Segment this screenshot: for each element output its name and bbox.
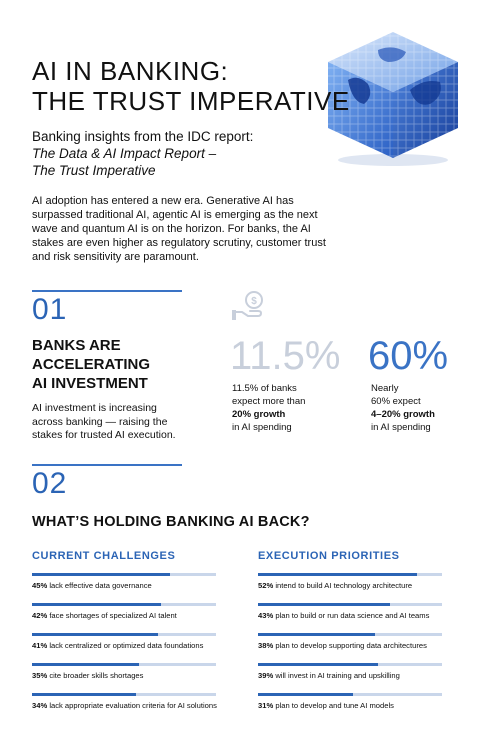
- stat-b-line-4: in AI spending: [371, 422, 431, 433]
- stat-b-line-3: 4–20% growth: [371, 409, 435, 420]
- stat-b-description: [371, 382, 435, 434]
- challenge-row: [32, 633, 216, 651]
- priority-text: will invest in AI training and upskilling: [273, 671, 400, 680]
- priority-bar-fill: [258, 663, 378, 666]
- stat-a-line-1: 11.5% of banks: [232, 383, 297, 394]
- priority-row: [258, 663, 442, 681]
- priority-text: plan to build or run data science and AI teams: [273, 611, 430, 620]
- stat-a-description: [232, 382, 305, 434]
- challenge-label: [32, 581, 216, 591]
- challenge-label: [32, 701, 216, 711]
- section2-number: 02: [32, 467, 68, 500]
- challenge-label: [32, 641, 216, 651]
- priority-label: [258, 611, 442, 621]
- priorities-title: EXECUTION PRIORITIES: [258, 550, 400, 562]
- challenge-pct: 41%: [32, 641, 48, 650]
- section1-heading-line-2: ACCELERATING: [32, 356, 151, 373]
- challenge-bar-fill: [32, 633, 158, 636]
- title-line-2: THE TRUST IMPERATIVE: [32, 86, 350, 116]
- subtitle-line-3: The Trust Imperative: [32, 163, 156, 178]
- section1-body-line-1: AI investment is increasing: [32, 402, 157, 414]
- challenge-text: lack appropriate evaluation criteria for AI solutions: [47, 701, 217, 710]
- title-line-1: AI IN BANKING:: [32, 56, 229, 86]
- subtitle-line-1: Banking insights from the IDC report:: [32, 129, 254, 144]
- priority-row: [258, 603, 442, 621]
- challenge-label: [32, 611, 216, 621]
- priority-row: [258, 573, 442, 591]
- challenge-text: lack effective data governance: [47, 581, 152, 590]
- challenge-bar-track: [32, 633, 216, 636]
- priority-row: [258, 633, 442, 651]
- section1-heading: [32, 336, 150, 393]
- challenge-bar-fill: [32, 573, 170, 576]
- challenge-bar-fill: [32, 663, 139, 666]
- svg-text:$: $: [251, 296, 257, 307]
- challenge-pct: 45%: [32, 581, 48, 590]
- section1-body-line-2: across banking — raising the: [32, 415, 168, 428]
- challenge-bar-track: [32, 573, 216, 576]
- priority-row: [258, 693, 442, 711]
- challenge-label: [32, 671, 216, 681]
- priority-bar-fill: [258, 603, 390, 606]
- priority-bar-track: [258, 693, 442, 696]
- challenge-pct: 34%: [32, 701, 48, 710]
- challenges-title: CURRENT CHALLENGES: [32, 550, 176, 562]
- priority-pct: 38%: [258, 641, 274, 650]
- priority-bar-fill: [258, 633, 375, 636]
- page-title: [32, 56, 350, 116]
- stat-a-value: 11.5%: [230, 334, 341, 378]
- intro-paragraph: AI adoption has entered a new era. Generative AI has surpassed traditional AI, agentic AI is emerging as the next wave and quantum AI is on the horizon. For banks, the AI stakes are even higher as regulatory scrutiny, customer trust and risk sensitivity are paramount.: [32, 195, 326, 263]
- priority-text: plan to develop and tune AI models: [273, 701, 394, 710]
- stat-a-line-3: 20% growth: [232, 409, 286, 420]
- subtitle: [32, 128, 253, 179]
- subtitle-line-2: The Data & AI Impact Report –: [32, 146, 217, 161]
- section1-body: [32, 402, 176, 443]
- challenge-bar-fill: [32, 693, 136, 696]
- priority-bar-track: [258, 663, 442, 666]
- challenge-bar-track: [32, 663, 216, 666]
- challenge-pct: 35%: [32, 671, 48, 680]
- priority-pct: 52%: [258, 581, 274, 590]
- challenge-row: [32, 573, 216, 591]
- challenge-text: lack centralized or optimized data foundations: [47, 641, 204, 650]
- section2-heading: WHAT’S HOLDING BANKING AI BACK?: [32, 514, 310, 530]
- challenge-row: [32, 693, 216, 711]
- stat-a-line-4: in AI spending: [232, 422, 292, 433]
- priority-label: [258, 701, 442, 711]
- priority-bar-track: [258, 603, 442, 606]
- priority-label: [258, 641, 442, 651]
- section2-divider: [32, 464, 182, 466]
- priority-bar-track: [258, 573, 442, 576]
- challenge-bar-fill: [32, 603, 161, 606]
- section1-divider: [32, 290, 182, 292]
- priority-pct: 31%: [258, 701, 274, 710]
- section1-number: 01: [32, 293, 68, 326]
- priority-pct: 43%: [258, 611, 274, 620]
- challenge-row: [32, 603, 216, 621]
- priority-bar-track: [258, 633, 442, 636]
- priority-pct: 39%: [258, 671, 274, 680]
- challenge-row: [32, 663, 216, 681]
- priority-label: [258, 671, 442, 681]
- priority-label: [258, 581, 442, 591]
- section1-heading-line-3: AI INVESTMENT: [32, 375, 148, 392]
- challenge-bar-track: [32, 693, 216, 696]
- challenge-text: face shortages of specialized AI talent: [47, 611, 177, 620]
- stat-b-line-2: 60% expect: [371, 396, 421, 407]
- priority-bar-fill: [258, 573, 417, 576]
- challenge-bar-track: [32, 603, 216, 606]
- priority-text: intend to build AI technology architecture: [273, 581, 413, 590]
- priority-text: plan to develop supporting data architectures: [273, 641, 427, 650]
- stat-a-line-2: expect more than: [232, 396, 306, 407]
- bank-money-icon: [232, 290, 266, 322]
- stat-b-value: 60%: [368, 334, 449, 378]
- section1-body-line-3: stakes for trusted AI execution.: [32, 429, 176, 441]
- challenge-text: cite broader skills shortages: [47, 671, 144, 680]
- stat-b-line-1: Nearly: [371, 383, 399, 394]
- challenge-pct: 42%: [32, 611, 48, 620]
- priority-bar-fill: [258, 693, 353, 696]
- section1-heading-line-1: BANKS ARE: [32, 337, 121, 354]
